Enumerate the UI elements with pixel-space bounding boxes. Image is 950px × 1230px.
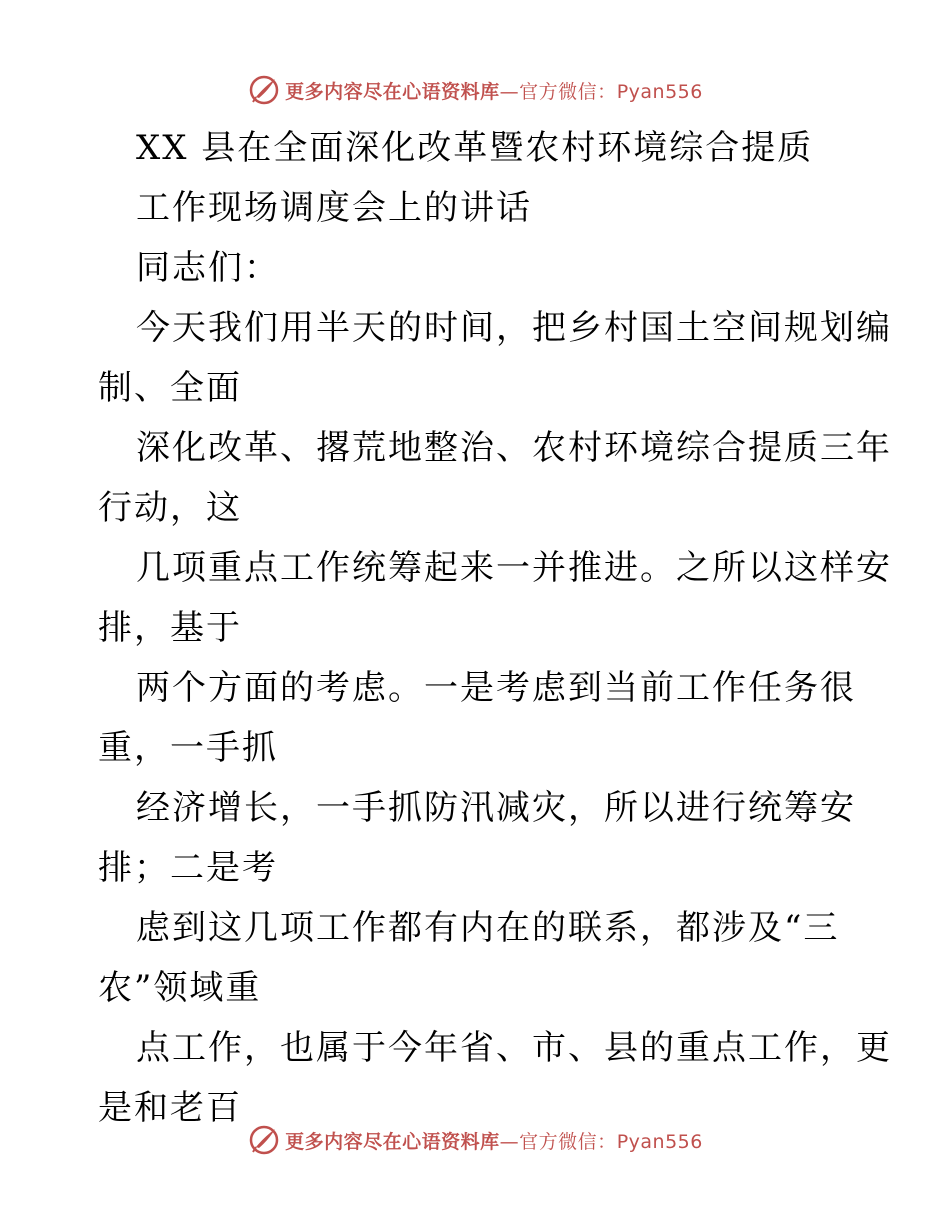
- text-line: 制、全面: [98, 368, 242, 408]
- text-line: 排，基于: [98, 608, 242, 648]
- watermark-wechat-id: Pyan556: [616, 1130, 703, 1153]
- watermark-wechat-label: 官方微信：: [519, 1130, 617, 1153]
- text-line: 深化改革、撂荒地整治、农村环境综合提质三年: [136, 428, 892, 468]
- text-line: 几项重点工作统筹起来一并推进。之所以这样安: [136, 548, 892, 588]
- text-line: 行动，这: [98, 488, 242, 528]
- title-line-1: XX 县在全面深化改革暨农村环境综合提质: [136, 128, 814, 168]
- quill-logo-icon: [247, 73, 281, 107]
- text-line: 是和老百: [98, 1088, 242, 1128]
- watermark-main: 更多内容尽在心语资料库: [285, 80, 500, 103]
- text-line: 排；二是考: [98, 848, 278, 888]
- text-line: 两个方面的考虑。一是考虑到当前工作任务很: [136, 668, 856, 708]
- salutation: 同志们：: [136, 248, 280, 288]
- watermark-text: [285, 1127, 703, 1154]
- title-line-2: 工作现场调度会上的讲话: [136, 188, 532, 228]
- watermark-dash: —: [499, 80, 520, 103]
- header-watermark: [0, 70, 950, 110]
- watermark-main: 更多内容尽在心语资料库: [285, 1130, 500, 1153]
- text-line: 经济增长，一手抓防汛减灾，所以进行统筹安: [136, 788, 856, 828]
- text-line: 农”领域重: [98, 968, 262, 1008]
- watermark-text: [285, 77, 703, 104]
- text-line: 虑到这几项工作都有内在的联系，都涉及“三: [136, 908, 840, 948]
- watermark-wechat-id: Pyan556: [616, 80, 703, 103]
- text-line: 点工作，也属于今年省、市、县的重点工作，更: [136, 1028, 892, 1068]
- text-line: 重，一手抓: [98, 728, 278, 768]
- text-line: 今天我们用半天的时间，把乡村国土空间规划编: [136, 308, 892, 348]
- watermark-wechat-label: 官方微信：: [519, 80, 617, 103]
- quill-logo-icon: [247, 1123, 281, 1157]
- watermark-dash: —: [499, 1130, 520, 1153]
- document-body: [98, 118, 892, 1138]
- footer-watermark: [0, 1120, 950, 1160]
